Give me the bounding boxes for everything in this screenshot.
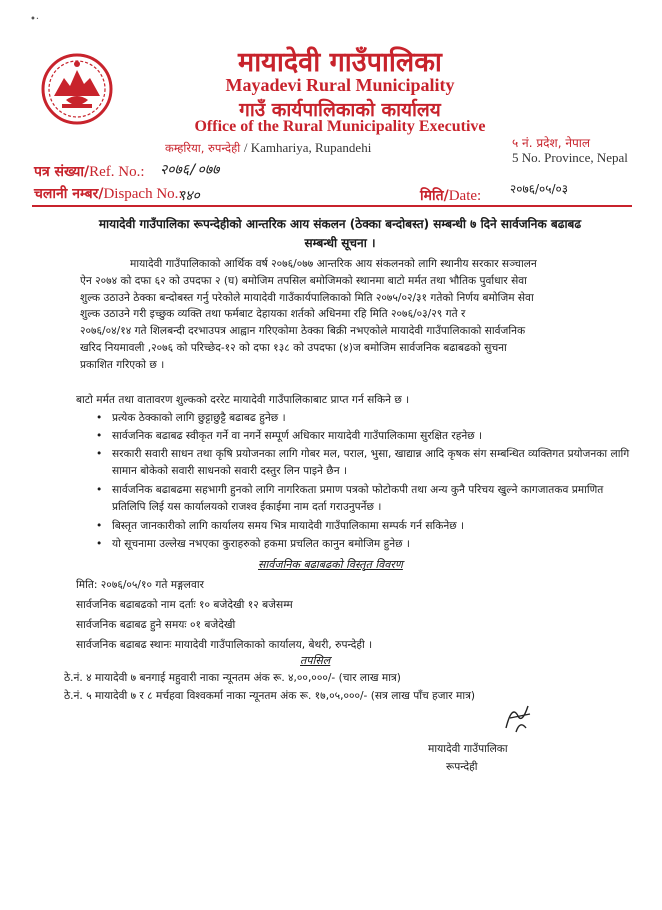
paragraph-line: ऐन २०७४ को दफा ६२ को उपदफा २ (घ) बमोजिम तपसिल बमोजिमको स्थानमा बाटो मर्मत तथा भौतिक पुर्वाधार सेवा <box>80 274 527 287</box>
paragraph-line: शुल्क उठाउने ठेक्का बन्दोबस्त गर्नु परेकोले मायादेवी गाउँकार्यपालिकाको मिति २०७५/०२/३१ गतेको निर्णय बमोजिम सेवा <box>80 291 534 304</box>
details-heading: सार्वजनिक बढाबढको विस्तृत विवरण <box>258 558 403 571</box>
condition-text: सार्वजनिक बढाबढमा सहभागी हुनको लागि नागरिकता प्रमाण पत्रको फोटोकपी तथा अन्य कुनै परिचय खुल्ने कागजातकव प्रमाणित प्रतिलिपि लिई यस कार्यालयको राजश्व ईकाईमा नाम दर्ता गराउनुपर्नेछ । <box>112 484 604 513</box>
ref-label-np: पत्र संख्या/ <box>34 164 90 180</box>
bullet-icon: • <box>96 520 103 532</box>
detail-line: सार्वजनिक बढाबढ हुने समयः ०१ बजेदेखी <box>76 619 236 631</box>
address-en: / Kamhariya, Rupandehi <box>243 140 372 155</box>
province-en: 5 No. Province, Nepal <box>512 150 628 165</box>
ref-label-en: Ref. No.: <box>89 164 145 180</box>
notice-title-line1: मायादेवी गाउँपालिका रूपन्देहीको आन्तरिक आय संकलन (ठेक्का बन्दोबस्त) सम्बन्धी ७ दिने सार्वजनिक बढाबढ <box>98 217 582 231</box>
detail-line: मिति: २०७६/०५/१० गते मङ्गलवार <box>76 579 204 591</box>
paragraph-line: २०७६/०४/१४ गते शिलबन्दी दरभाउपत्र आह्वान गरिएकोमा ठेक्का बिक्री नभएकोले मायादेवी गाउँपालिकाको सार्वजनिक <box>80 325 526 338</box>
municipality-name-en: Mayadevi Rural Municipality <box>225 75 455 95</box>
bullet-icon: • <box>96 538 103 550</box>
office-name-en: Office of the Rural Municipality Executive <box>194 118 486 135</box>
condition-text: सार्वजनिक बढाबढ स्वीकृत गर्ने वा नगर्ने सम्पूर्ण अधिकार मायादेवी गाउँपालिकामा सुरक्षित रहनेछ । <box>112 430 483 442</box>
province-np: ५ नं. प्रदेश, नेपाल <box>512 136 591 150</box>
bullet-icon: • <box>96 430 103 442</box>
address <box>165 140 371 156</box>
ref-label <box>34 162 145 181</box>
dispatch-label-en: Dispach No.: <box>103 186 183 202</box>
conditions-intro: बाटो मर्मत तथा वातावरण शुल्कको दररेट मायादेवी गाउँपालिकाबाट प्राप्त गर्न सकिने छ । <box>76 394 410 406</box>
detail-line: सार्वजनिक बढाबढको नाम दर्ताः १० बजेदेखी १२ बजेसम्म <box>76 599 293 611</box>
condition-item <box>96 482 632 515</box>
dispatch-number: ९४० <box>178 188 200 204</box>
bullet-icon: • <box>96 412 103 424</box>
nepal-emblem-icon <box>40 52 114 126</box>
condition-text: बिस्तृत जानकारीको लागि कार्यालय समय भित्र मायादेवी गाउँपालिकामा सम्पर्क गर्न सकिनेछ । <box>112 520 465 532</box>
notice-paragraph <box>80 256 640 374</box>
bullet-icon: • <box>96 484 103 496</box>
condition-text: सरकारी सवारी साधन तथा कृषि प्रयोजनका लागि गोबर मल, पराल, भुसा, खाद्यान्न आदि कृषक संग सम्बन्धित व्यक्तिगत प्रयोजनका लागि सामान बोकेको सवारी साधनको सवारी दस्तुर लिन पाइने छैन । <box>112 448 630 477</box>
condition-item <box>96 446 632 479</box>
paragraph-line: शुल्क उठाउने गरी इच्छुक व्यक्ति तथा फर्मबाट देहायका शर्तको अधिनमा रहि मिति २०७६/०३/२९ गते र <box>80 308 466 321</box>
date-label-en: Date: <box>448 188 482 204</box>
signature-icon <box>498 698 538 736</box>
schedule-item: ठे.नं. ५ मायादेवी ७ र ८ मर्चहवा विश्वकर्मा नाका न्यूनतम अंक रू. १७,०५,०००/- (सत्र लाख पाँच हजार मात्र) <box>64 690 476 702</box>
condition-item <box>96 518 632 535</box>
paragraph-line: प्रकाशित गरिएको छ । <box>80 358 165 371</box>
municipality-name-np: मायादेवी गाउँपालिका <box>238 47 442 78</box>
dispatch-label <box>34 184 183 203</box>
paragraph-line: मायादेवी गाउँपालिकाको आर्थिक वर्ष २०७६/०७७ आन्तरिक आय संकलनको लागि स्थानीय सरकार सञ्चालन <box>130 258 537 270</box>
condition-item <box>96 410 632 427</box>
schedule-heading: तपसिल <box>300 654 331 667</box>
notice-title-line2: सम्बन्धी सूचना । <box>304 236 376 250</box>
condition-item <box>96 536 632 553</box>
address-np: कम्हरिया, रुपन्देही <box>165 141 241 155</box>
ref-number: २०७६/०७७ <box>160 162 220 178</box>
date-value: २०७६/०५/०३ <box>510 182 569 196</box>
schedule-item: ठे.नं. ४ मायादेवी ७ बनगाई महुवारी नाका न्यूनतम अंक रू. ४,००,०००/- (चार लाख मात्र) <box>64 672 401 684</box>
header-divider <box>32 205 632 207</box>
date-label-np: मिति/ <box>420 188 449 204</box>
signatory-office: मायादेवी गाउँपालिका <box>428 743 508 755</box>
date-label <box>420 186 481 205</box>
condition-text: यो सूचनामा उल्लेख नभएका कुराहरुको हकमा प्रचलित कानुन बमोजिम हुनेछ । <box>112 538 410 550</box>
notice-title <box>60 215 620 253</box>
detail-line: सार्वजनिक बढाबढ स्थानः मायादेवी गाउँपालिकाको कार्यालय, बेथरी, रुपन्देही । <box>76 639 373 651</box>
condition-item <box>96 428 632 445</box>
corner-mark: •· <box>30 14 40 25</box>
paragraph-line: खरिद नियमावली ,२०७६ को परिच्छेद-१२ को दफा १३८ को उपदफा (४)ज बमोजिम सार्वजनिक बढाबढको सुचना <box>80 341 507 354</box>
bullet-icon: • <box>96 448 103 460</box>
condition-text: प्रत्येक ठेक्काको लागि छुट्टाछुट्टै बढाबढ हुनेछ । <box>112 412 286 424</box>
dispatch-label-np: चलानी नम्बर/ <box>34 186 104 202</box>
signatory-district: रूपन्देही <box>446 761 478 773</box>
office-name-np: गाउँ कार्यपालिकाको कार्यालय <box>239 99 441 121</box>
